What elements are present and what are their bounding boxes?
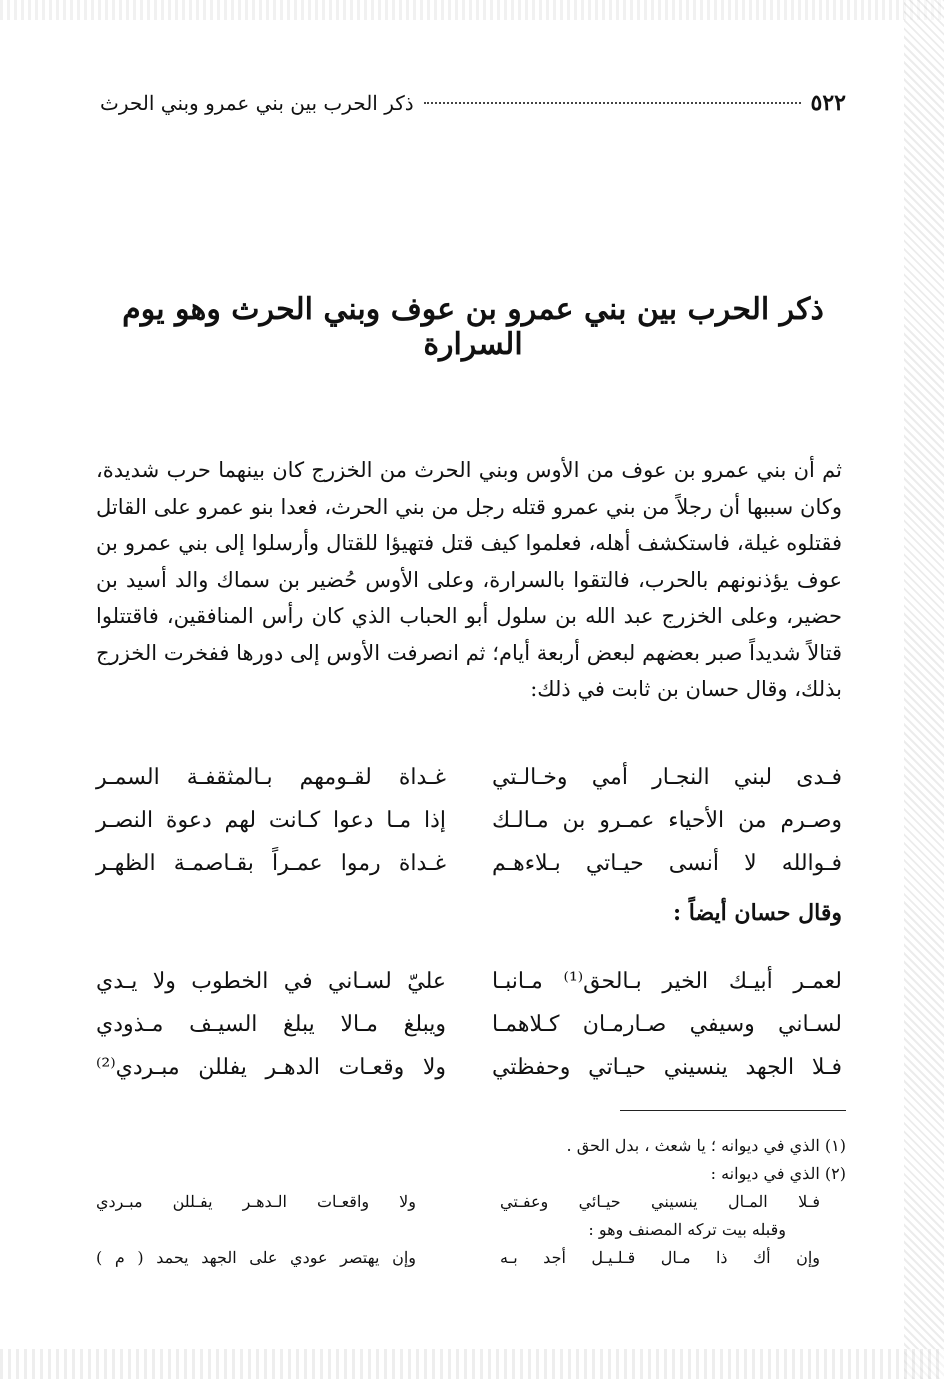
scan-edge-right bbox=[904, 0, 944, 1379]
verse-line bbox=[96, 1003, 842, 1046]
verse-second-hemistich: ويبلغ مـالا يبلغ السيـف مـذودي bbox=[96, 1012, 446, 1037]
footnote-verse bbox=[96, 1244, 846, 1272]
paragraph-text: ثم أن بني عمرو بن عوف من الأوس وبني الحرث من الخزرج كان بينهما حرب شديدة، وكان سببها أن رجلاً من بني عمرو قتله رجل من بني الحرث، فعدا بنو عمرو على القاتل فقتلوه غيلة، فاستكشف أهله، فعلموا كيف قتل فتهيؤا للقتال وأرسلوا إلى بني عمرو بن عوف يؤذنونهم بالحرب، فالتقوا بالسرارة، وعلى الأوس حُضير بن سماك والد أسيد بن حضير، وعلى الخزرج عبد الله بن سلول أبو الحباب الذي كان رأس المنافقين، فاقتتلوا قتالاً شديداً صبر بعضهم لبعض أربعة أيام؛ ثم انصرفت الأوس إلى دورها ففخرت الخزرج بذلك، وقال حسان بن ثابت في ذلك: bbox=[96, 458, 842, 701]
verse-first-hemistich: فـدى لبني النجـار أمي وخـالـتي bbox=[492, 765, 842, 790]
footnote-separator bbox=[620, 1110, 846, 1111]
poem-1 bbox=[96, 756, 842, 885]
verse-line bbox=[96, 960, 842, 1003]
body-paragraph bbox=[96, 452, 842, 708]
header-dotted-leader bbox=[424, 102, 801, 104]
verse-second-hemistich: ولا وقعـات الدهـر يفللن مبـردي⁽²⁾ bbox=[96, 1055, 446, 1080]
verse-second-hemistich: غـداة رموا عمـراً بقـاصمـة الظهـر bbox=[96, 851, 446, 876]
footnote-verse-first: فـلا المـال ينسيني حيـائي وعفـتي bbox=[500, 1192, 820, 1211]
footnote-2-note: وقبله بيت تركه المصنف وهو : bbox=[588, 1220, 786, 1239]
footnote-verse-first: وإن أك ذا مـال قـلـيـل أجد بـه bbox=[500, 1248, 820, 1267]
footnote-1: (١) الذي في ديوانه ؛ يا شعث ، بدل الحق . bbox=[566, 1136, 846, 1155]
poem-2-intro: وقال حسان أيضاً : bbox=[672, 900, 842, 926]
verse-first-hemistich: لعمـر أبيـك الخير بـالحق⁽¹⁾ مـانبـا bbox=[492, 969, 842, 994]
verse-line bbox=[96, 756, 842, 799]
scan-edge-bottom bbox=[0, 1349, 944, 1379]
verse-second-hemistich: غـداة لقـومهم بـالمثقفـة السمـر bbox=[96, 765, 446, 790]
verse-first-hemistich: وصـرم من الأحياء عمـرو بن مـالـك bbox=[492, 808, 842, 833]
verse-first-hemistich: فـوالله لا أنسى حيـاتي بـلاءهـم bbox=[492, 851, 842, 876]
chapter-title: ذكر الحرب بين بني عمرو بن عوف وبني الحرث وهو يوم السرارة bbox=[122, 292, 824, 362]
verse-line bbox=[96, 799, 842, 842]
footnote-verse-second: ولا واقعـات الـدهـر يفـللن مبـردي bbox=[96, 1192, 416, 1211]
verse-second-hemistich: عليّ لسـاني في الخطوب ولا يـدي bbox=[96, 969, 446, 994]
verse-line bbox=[96, 842, 842, 885]
verse-line bbox=[96, 1046, 842, 1089]
verse-first-hemistich: لسـاني وسيفي صـارمـان كـلاهمـا bbox=[492, 1012, 842, 1037]
page-number: ٥٢٢ bbox=[810, 90, 846, 116]
running-title: ذكر الحرب بين بني عمرو وبني الحرث bbox=[100, 91, 414, 115]
footnotes bbox=[96, 1132, 846, 1272]
verse-second-hemistich: إذا مـا دعوا كـانت لهم دعوة النصـر bbox=[96, 808, 446, 833]
footnote-verse bbox=[96, 1188, 846, 1216]
scan-edge-top bbox=[0, 0, 944, 20]
footnote-2-intro: (٢) الذي في ديوانه : bbox=[710, 1164, 846, 1183]
poem-2 bbox=[96, 960, 842, 1089]
footnote-verse-second: وإن يهتصر عودي على الجهد يحمد ( م ) bbox=[96, 1248, 416, 1267]
page-header bbox=[100, 86, 846, 120]
verse-first-hemistich: فـلا الجهد ينسيني حيـاتي وحفظتي bbox=[492, 1055, 842, 1080]
